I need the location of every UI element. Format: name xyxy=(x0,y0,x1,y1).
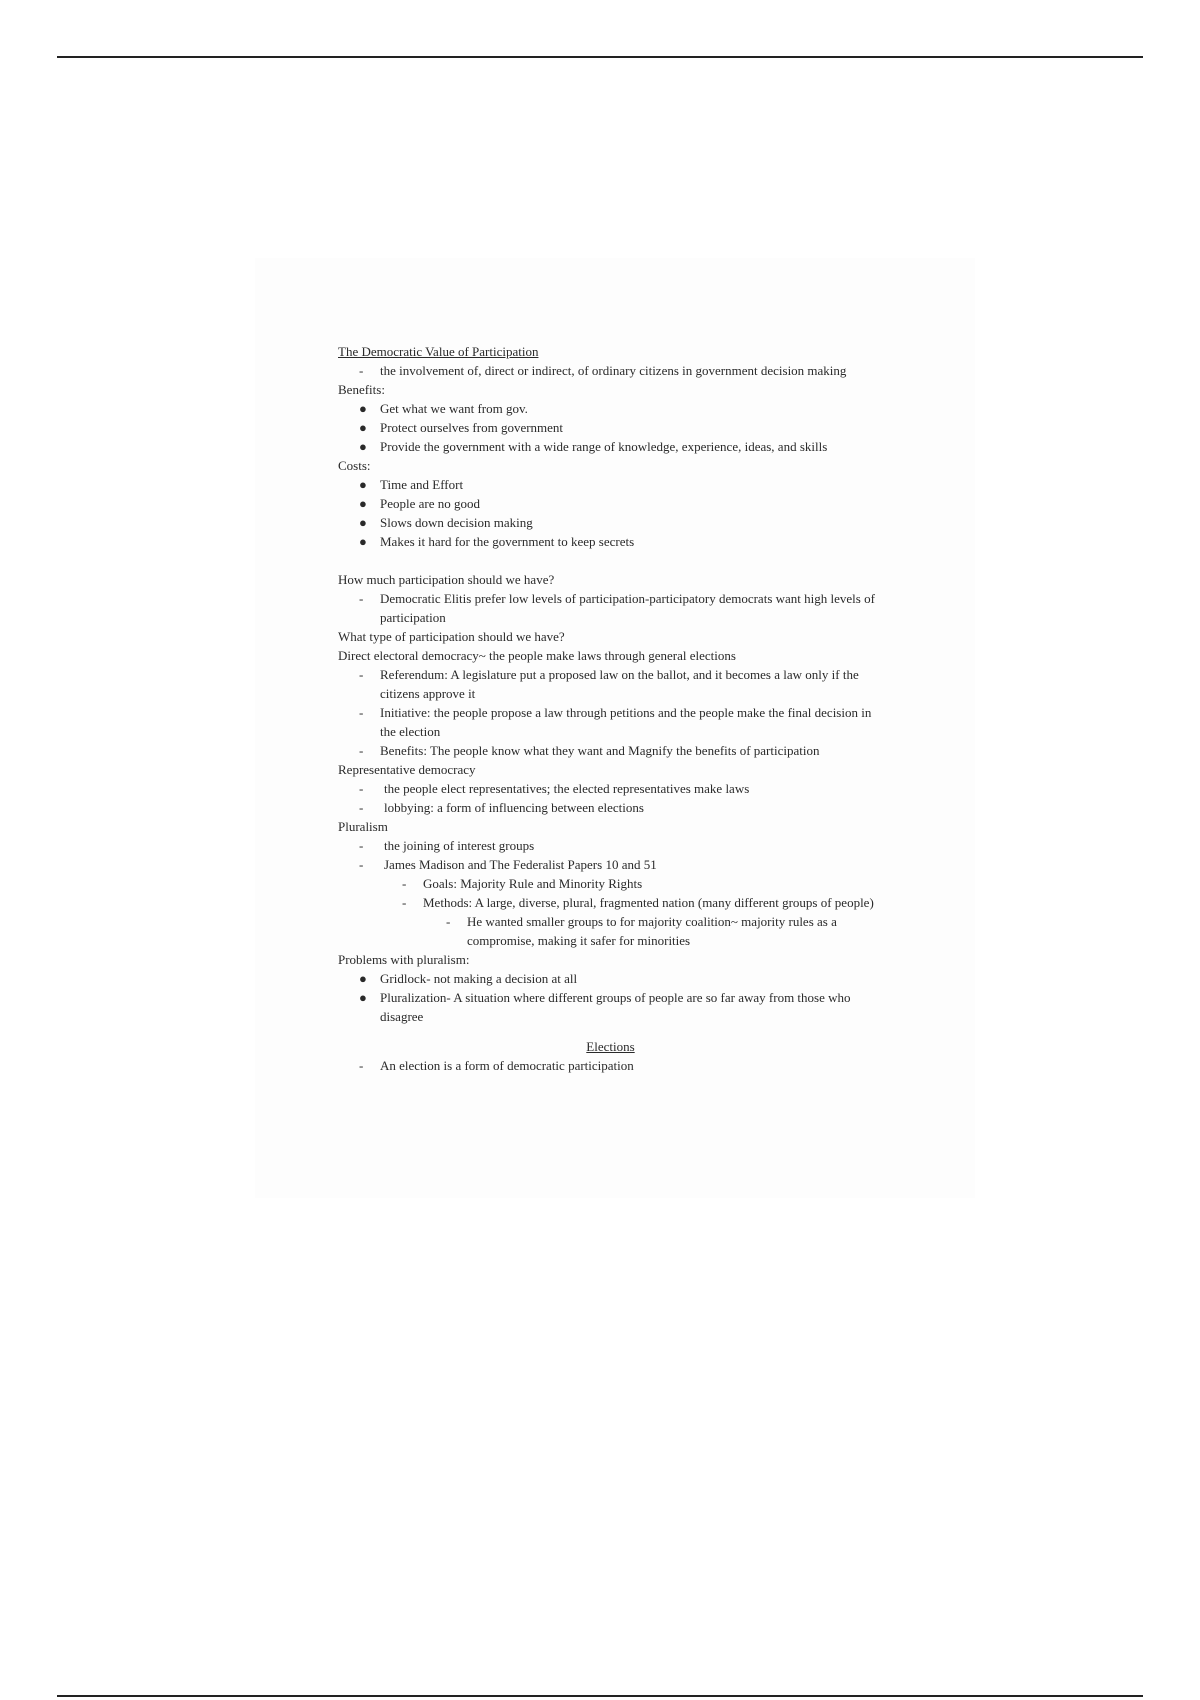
direct-item: - Initiative: the people propose a law through petitions and the people make the final decision in the election xyxy=(359,705,872,739)
pluralism-heading: Pluralism xyxy=(338,819,388,834)
pluralism-subsubitem: - He wanted smaller groups to for majority coalition~ majority rules as a compromise, making it safer for minorities xyxy=(446,914,837,948)
benefits-heading: Benefits: xyxy=(338,382,385,397)
benefit-item: ● Get what we want from gov. xyxy=(359,401,528,416)
top-rule xyxy=(57,56,1143,58)
problem-item: ● Pluralization- A situation where different groups of people are so far away from those who disagree xyxy=(359,990,851,1024)
how-much-item: - Democratic Elitis prefer low levels of participation-participatory democrats want high levels of participation xyxy=(359,591,875,625)
dash-marker: - xyxy=(359,838,364,853)
cost-item: ● Makes it hard for the government to keep secrets xyxy=(359,534,635,549)
bullet-marker: ● xyxy=(359,477,367,492)
bullet-marker: ● xyxy=(359,990,367,1005)
representative-heading: Representative democracy xyxy=(338,762,476,777)
question-how-much: How much participation should we have? xyxy=(338,572,555,587)
costs-heading: Costs: xyxy=(338,458,371,473)
pluralism-subitem: - Methods: A large, diverse, plural, fragmented nation (many different groups of people) xyxy=(402,895,874,910)
bullet-marker: ● xyxy=(359,496,367,511)
cost-item: ● Time and Effort xyxy=(359,477,464,492)
definition-item: - the involvement of, direct or indirect, of ordinary citizens in government decision making xyxy=(359,363,847,378)
bullet-marker: ● xyxy=(359,971,367,986)
pluralism-subitem: - Goals: Majority Rule and Minority Rights xyxy=(402,876,643,891)
dash-marker: - xyxy=(446,914,451,929)
dash-marker: - xyxy=(359,591,364,606)
spacer xyxy=(338,1026,928,1037)
question-what-type: What type of participation should we have? xyxy=(338,629,565,644)
dash-marker: - xyxy=(359,363,364,378)
dash-marker: - xyxy=(359,705,364,720)
cost-item: ● People are no good xyxy=(359,496,481,511)
pluralism-item: - James Madison and The Federalist Papers 10 and 51 xyxy=(359,857,657,872)
bottom-rule xyxy=(57,1695,1143,1697)
dash-marker: - xyxy=(402,895,407,910)
dash-marker: - xyxy=(359,800,364,815)
doc-title: The Democratic Value of Participation xyxy=(338,344,539,359)
spacer xyxy=(338,551,928,570)
bullet-marker: ● xyxy=(359,439,367,454)
dash-marker: - xyxy=(359,781,364,796)
elections-heading: Elections xyxy=(586,1039,635,1054)
direct-item: - Referendum: A legislature put a proposed law on the ballot, and it becomes a law only if the citizens approve it xyxy=(359,667,859,701)
benefit-item: ● Protect ourselves from government xyxy=(359,420,564,435)
direct-item: - Benefits: The people know what they want and Magnify the benefits of participation xyxy=(359,743,820,758)
problem-item: ● Gridlock- not making a decision at all xyxy=(359,971,578,986)
dash-marker: - xyxy=(359,667,364,682)
rep-item: - lobbying: a form of influencing between elections xyxy=(359,800,644,815)
benefit-item: ● Provide the government with a wide range of knowledge, experience, ideas, and skills xyxy=(359,439,828,454)
cost-item: ● Slows down decision making xyxy=(359,515,533,530)
dash-marker: - xyxy=(359,857,364,872)
rep-item: - the people elect representatives; the elected representatives make laws xyxy=(359,781,750,796)
notes-content xyxy=(338,342,928,1075)
dash-marker: - xyxy=(359,1058,364,1073)
dash-marker: - xyxy=(359,743,364,758)
elections-item: - An election is a form of democratic participation xyxy=(359,1058,634,1073)
problems-heading: Problems with pluralism: xyxy=(338,952,470,967)
dash-marker: - xyxy=(402,876,407,891)
bullet-marker: ● xyxy=(359,420,367,435)
bullet-marker: ● xyxy=(359,401,367,416)
bullet-marker: ● xyxy=(359,515,367,530)
direct-democracy-heading: Direct electoral democracy~ the people make laws through general elections xyxy=(338,648,736,663)
pluralism-item: - the joining of interest groups xyxy=(359,838,535,853)
bullet-marker: ● xyxy=(359,534,367,549)
